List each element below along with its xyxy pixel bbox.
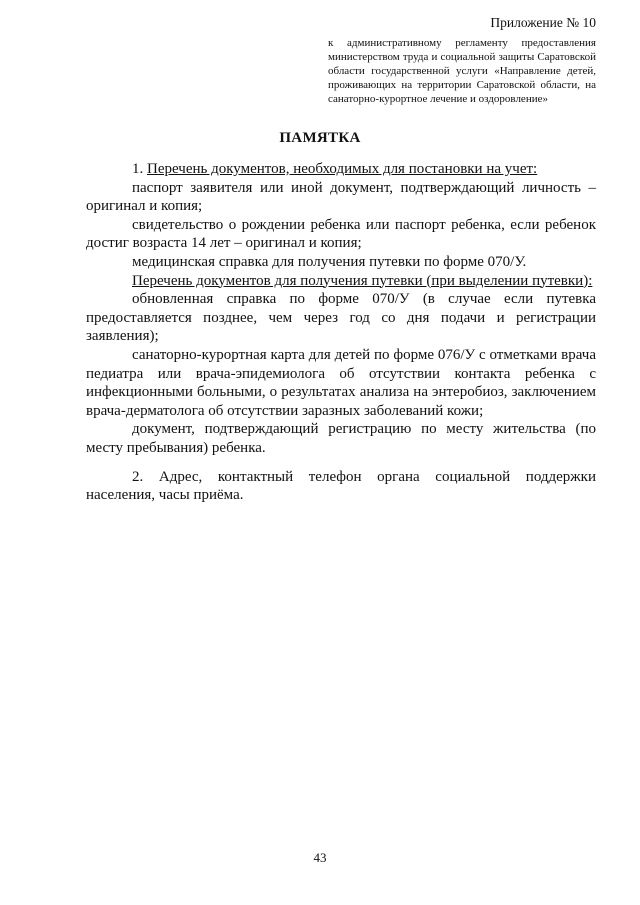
list-item: паспорт заявителя или иной документ, подтверждающий личность – оригинал и копия; [86, 179, 596, 215]
list-item: свидетельство о рождении ребенка или паспорт ребенка, если ребенок достиг возраста 14 лет – оригинал и копия; [86, 216, 596, 252]
appendix-description: к административному регламенту предоставления министерством труда и социальной защиты Саратовской области государственной услуги «Направление детей, проживающих на территории Саратовской области, на санаторно-курортное лечение и оздоровление» [328, 37, 596, 105]
document-title: ПАМЯТКА [279, 130, 361, 146]
list-item: санаторно-курортная карта для детей по форме 076/У с отметками врача педиатра или врача-эпидемиолога об отсутствии контакта ребенка с инфекционными больными, о результатах анализа на энтеробиоз, заключением врача-дерматолога об отсутствии заразных заболеваний кожи; [86, 346, 596, 419]
section1-subheading [86, 272, 596, 291]
section1-subheading-text: Перечень документов для получения путевки (при выделении путевки): [132, 272, 593, 289]
appendix-header [328, 14, 596, 106]
section1-heading [86, 160, 596, 179]
list-item: медицинская справка для получения путевки по форме 070/У. [132, 253, 527, 270]
appendix-title: Приложение № 10 [490, 15, 596, 30]
section2-text: 2. Адрес, контактный телефон органа социальной поддержки населения, часы приёма. [86, 468, 596, 504]
page-number: 43 [313, 850, 327, 865]
section1-heading-text: Перечень документов, необходимых для постановки на учет: [147, 161, 538, 177]
list-item: документ, подтверждающий регистрацию по месту жительства (по месту пребывания) ребенка. [86, 421, 596, 456]
section1-number: 1. [132, 161, 147, 177]
document-body [86, 160, 596, 505]
list-item: обновленная справка по форме 070/У (в случае если путевка предоставляется позднее, чем через год со дня подачи и регистрации заявления); [86, 291, 596, 345]
